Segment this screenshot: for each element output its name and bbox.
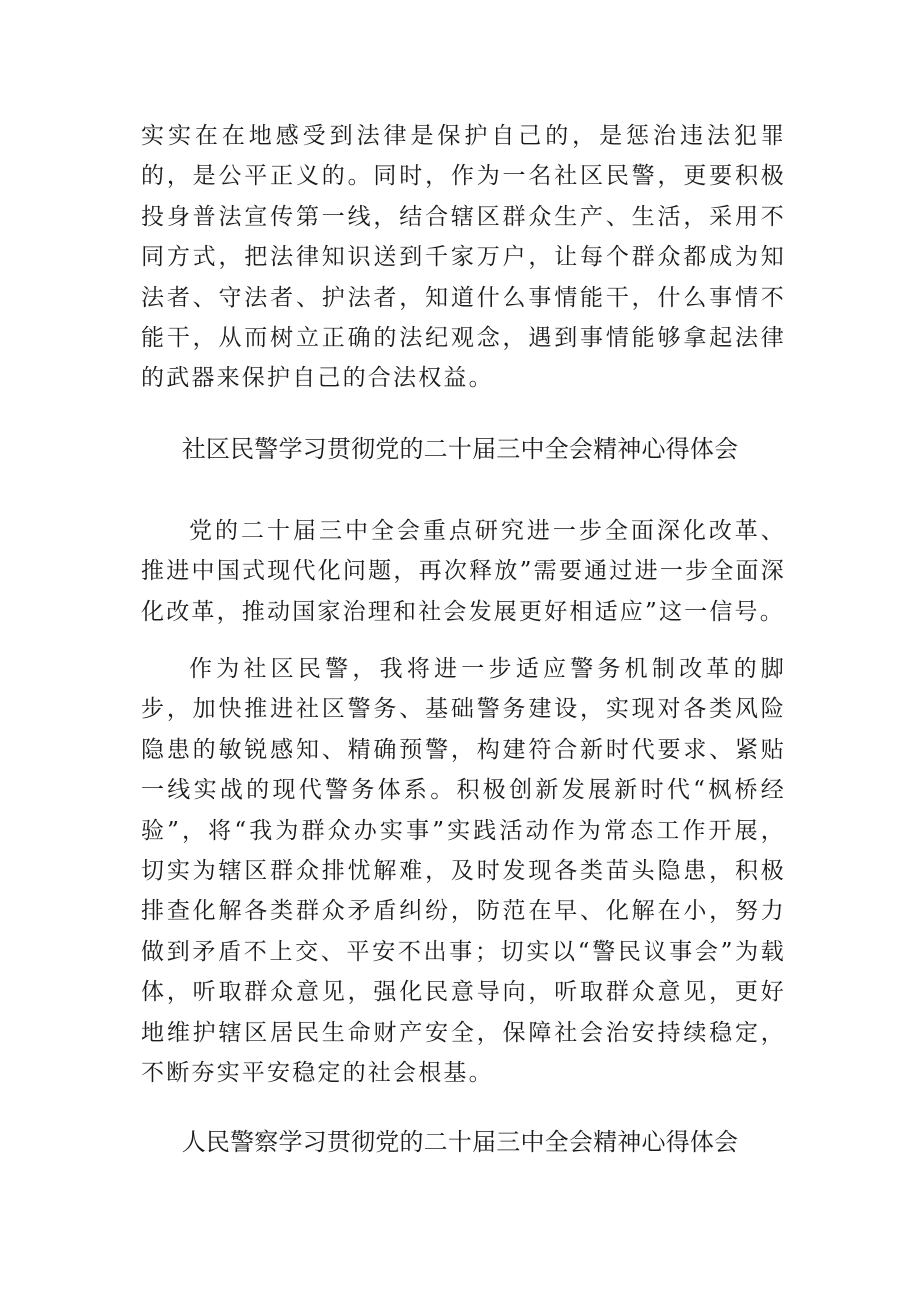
section-paragraph: 作为社区民警，我将进一步适应警务机制改革的脚步，加快推进社区警务、基础警务建设，实现对各类风险隐患的敏锐感知、精确预警，构建符合新时代要求、紧贴一线实战的现代警务体系。积极创新发展新时代“枫桥经验”，将“我为群众办实事”实践活动作为常态工作开展，切实为辖区群众排忧解难，及时发现各类苗头隐患，积极排查化解各类群众矛盾纠纷，防范在早、化解在小，努力做到矛盾不上交、平安不出事；切实以“警民议事会”为载体，听取群众意见，强化民意导向，听取群众意见，更好地维护辖区居民生命财产安全，保障社会治安持续稳定，不断夯实平安稳定的社会根基。 — [141, 656, 786, 1087]
section-title: 人民警察学习贯彻党的二十届三中全会精神心得体会 — [181, 1128, 739, 1156]
section-paragraph: 党的二十届三中全会重点研究进一步全面深化改革、推进中国式现代化问题，再次释放”需要通过进一步全面深化改革，推动国家治理和社会发展更好相适应”这一信号。 — [141, 518, 786, 625]
intro-paragraph: 实实在在地感受到法律是保护自己的，是惩治违法犯罪的，是公平正义的。同时，作为一名社区民警，更要积极投身普法宣传第一线，结合辖区群众生产、生活，采用不同方式，把法律知识送到千家万户，让每个群众都成为知法者、守法者、护法者，知道什么事情能干，什么事情不能干，从而树立正确的法纪观念，遇到事情能够拿起法律的武器来保护自己的合法权益。 — [141, 123, 786, 392]
section-title: 社区民警学习贯彻党的二十届三中全会精神心得体会 — [181, 435, 739, 463]
